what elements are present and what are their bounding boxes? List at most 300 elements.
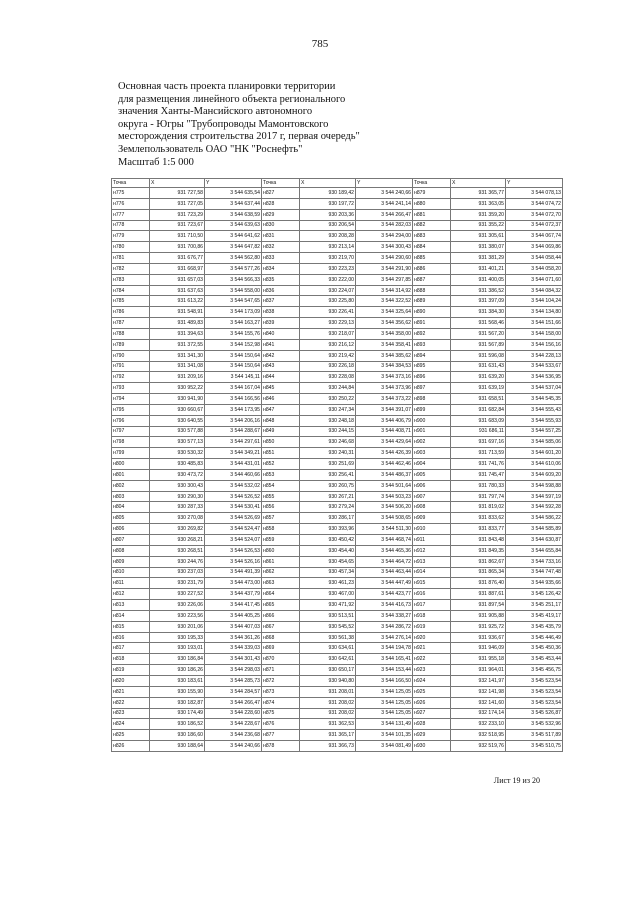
point-cell: н798 [112,437,150,448]
x-cell: 931 727,58 [150,188,205,199]
table-row [112,491,563,502]
y-cell: 3 544 555,93 [506,415,563,426]
table-row [112,253,563,264]
y-cell: 3 544 555,43 [506,404,563,415]
y-cell: 3 544 547,65 [205,296,262,307]
y-cell: 3 544 173,09 [205,307,262,318]
y-cell: 3 544 511,30 [356,524,413,535]
y-cell: 3 544 526,16 [205,556,262,567]
x-cell: 930 485,83 [150,459,205,470]
y-cell: 3 544 597,19 [506,491,563,502]
point-cell: н898 [413,394,451,405]
point-cell: н841 [262,339,300,350]
point-cell: н797 [112,426,150,437]
x-cell: 930 203,36 [300,209,356,220]
point-cell: н824 [112,719,150,730]
y-cell: 3 544 173,95 [205,404,262,415]
point-cell: н866 [262,610,300,621]
header-x: X [451,179,506,188]
title-block [118,81,538,169]
point-cell: н908 [413,502,451,513]
y-cell: 3 544 228,67 [205,719,262,730]
point-cell: н779 [112,231,150,242]
point-cell: н879 [413,188,451,199]
table-row [112,318,563,329]
y-cell: 3 545 419,17 [506,610,563,621]
y-cell: 3 544 131,49 [356,719,413,730]
x-cell: 930 660,67 [150,404,205,415]
point-cell: н855 [262,491,300,502]
x-cell: 931 639,19 [451,383,506,394]
y-cell: 3 544 236,68 [205,730,262,741]
x-cell: 931 341,30 [150,350,205,361]
x-cell: 931 710,50 [150,231,205,242]
y-cell: 3 544 072,70 [506,209,563,220]
y-cell: 3 545 523,54 [506,686,563,697]
y-cell: 3 544 301,43 [205,654,262,665]
x-cell: 930 545,52 [300,621,356,632]
y-cell: 3 545 510,75 [506,741,563,752]
point-cell: н889 [413,296,451,307]
point-cell: н842 [262,350,300,361]
x-cell: 930 246,68 [300,437,356,448]
x-cell: 931 865,34 [451,567,506,578]
point-cell: н902 [413,437,451,448]
y-cell: 3 544 638,59 [205,209,262,220]
x-cell: 931 381,29 [451,253,506,264]
y-cell: 3 545 526,87 [506,708,563,719]
x-cell: 931 208,02 [300,708,356,719]
y-cell: 3 544 447,49 [356,578,413,589]
y-cell: 3 544 150,64 [205,350,262,361]
x-cell: 931 713,59 [451,448,506,459]
y-cell: 3 544 530,41 [205,502,262,513]
x-cell: 930 182,87 [150,697,205,708]
y-cell: 3 544 630,87 [506,535,563,546]
table-row [112,708,563,719]
table-row [112,350,563,361]
x-cell: 931 682,84 [451,404,506,415]
x-cell: 930 577,88 [150,426,205,437]
point-cell: н839 [262,318,300,329]
x-cell: 930 640,55 [150,415,205,426]
y-cell: 3 545 453,44 [506,654,563,665]
y-cell: 3 544 325,64 [356,307,413,318]
y-cell: 3 544 058,20 [506,263,563,274]
x-cell: 931 341,08 [150,361,205,372]
x-cell: 932 141,97 [451,675,506,686]
x-cell: 930 393,96 [300,524,356,535]
y-cell: 3 544 338,27 [356,610,413,621]
table-row [112,361,563,372]
table-row [112,621,563,632]
point-cell: н885 [413,253,451,264]
table-body [112,188,563,752]
x-cell: 930 227,52 [150,589,205,600]
sheet-footer: Лист 19 из 20 [493,776,540,785]
x-cell: 930 577,13 [150,437,205,448]
header-point: Точка [413,179,451,188]
y-cell: 3 544 361,26 [205,632,262,643]
point-cell: н870 [262,654,300,665]
x-cell: 930 208,28 [300,231,356,242]
point-cell: н789 [112,339,150,350]
y-cell: 3 544 285,73 [205,675,262,686]
x-cell: 930 287,33 [150,502,205,513]
y-cell: 3 544 526,52 [205,491,262,502]
point-cell: н819 [112,665,150,676]
x-cell: 930 225,80 [300,296,356,307]
point-cell: н922 [413,654,451,665]
y-cell: 3 544 125,05 [356,686,413,697]
y-cell: 3 545 446,49 [506,632,563,643]
x-cell: 930 260,75 [300,480,356,491]
x-cell: 930 222,00 [300,274,356,285]
y-cell: 3 544 373,22 [356,394,413,405]
point-cell: н780 [112,242,150,253]
point-cell: н827 [262,188,300,199]
point-cell: н924 [413,675,451,686]
x-cell: 931 372,55 [150,339,205,350]
point-cell: н799 [112,448,150,459]
x-cell: 930 471,92 [300,600,356,611]
x-cell: 931 397,09 [451,296,506,307]
point-cell: н907 [413,491,451,502]
point-cell: н785 [112,296,150,307]
y-cell: 3 544 655,84 [506,545,563,556]
x-cell: 930 224,07 [300,285,356,296]
x-cell: 930 269,82 [150,524,205,535]
y-cell: 3 544 266,47 [356,209,413,220]
table-row [112,339,563,350]
point-cell: н787 [112,318,150,329]
point-cell: н784 [112,285,150,296]
x-cell: 931 365,17 [300,730,356,741]
point-cell: н782 [112,263,150,274]
table-row [112,415,563,426]
point-cell: н900 [413,415,451,426]
x-cell: 931 676,77 [150,253,205,264]
point-cell: н792 [112,372,150,383]
point-cell: н925 [413,686,451,697]
y-cell: 3 544 356,62 [356,318,413,329]
point-cell: н929 [413,730,451,741]
point-cell: н832 [262,242,300,253]
y-cell: 3 544 358,41 [356,339,413,350]
y-cell: 3 544 545,35 [506,394,563,405]
y-cell: 3 544 125,05 [356,708,413,719]
point-cell: н883 [413,231,451,242]
y-cell: 3 544 297,61 [205,437,262,448]
point-cell: н913 [413,556,451,567]
x-cell: 931 741,76 [451,459,506,470]
x-cell: 930 218,07 [300,328,356,339]
point-cell: н817 [112,643,150,654]
point-cell: н923 [413,665,451,676]
y-cell: 3 544 067,74 [506,231,563,242]
table-row [112,632,563,643]
point-cell: н877 [262,730,300,741]
y-cell: 3 544 084,32 [506,285,563,296]
point-cell: н854 [262,480,300,491]
x-cell: 930 268,21 [150,535,205,546]
y-cell: 3 544 288,67 [205,426,262,437]
x-cell: 930 229,13 [300,318,356,329]
point-cell: н893 [413,339,451,350]
x-cell: 930 197,72 [300,198,356,209]
y-cell: 3 544 506,20 [356,502,413,513]
point-cell: н930 [413,741,451,752]
point-cell: н921 [413,643,451,654]
point-cell: н897 [413,383,451,394]
y-cell: 3 544 733,16 [506,556,563,567]
x-cell: 932 519,76 [451,741,506,752]
point-cell: н794 [112,394,150,405]
point-cell: н809 [112,556,150,567]
x-cell: 930 155,90 [150,686,205,697]
x-cell: 930 461,23 [300,578,356,589]
y-cell: 3 544 463,44 [356,567,413,578]
x-cell: 931 862,67 [451,556,506,567]
x-cell: 931 887,61 [451,589,506,600]
point-cell: н901 [413,426,451,437]
y-cell: 3 544 349,21 [205,448,262,459]
y-cell: 3 544 558,00 [205,285,262,296]
y-cell: 3 544 322,52 [356,296,413,307]
point-cell: н848 [262,415,300,426]
point-cell: н843 [262,361,300,372]
table-row [112,383,563,394]
point-cell: н876 [262,719,300,730]
table-row [112,675,563,686]
y-cell: 3 545 126,42 [506,589,563,600]
x-cell: 931 925,72 [451,621,506,632]
y-cell: 3 544 151,66 [506,318,563,329]
y-cell: 3 544 639,63 [205,220,262,231]
point-cell: н818 [112,654,150,665]
point-cell: н886 [413,263,451,274]
x-cell: 930 244,15 [300,426,356,437]
y-cell: 3 544 524,47 [205,524,262,535]
point-cell: н914 [413,567,451,578]
y-cell: 3 544 609,20 [506,469,563,480]
point-cell: н796 [112,415,150,426]
y-cell: 3 544 152,98 [205,339,262,350]
y-cell: 3 544 536,95 [506,372,563,383]
table-row [112,719,563,730]
table-row [112,307,563,318]
x-cell: 931 208,01 [300,686,356,697]
x-cell: 931 697,16 [451,437,506,448]
header-y: Y [506,179,563,188]
x-cell: 930 244,84 [300,383,356,394]
y-cell: 3 544 610,06 [506,459,563,470]
y-cell: 3 544 637,44 [205,198,262,209]
x-cell: 931 964,01 [451,665,506,676]
point-cell: н834 [262,263,300,274]
point-cell: н869 [262,643,300,654]
y-cell: 3 544 240,66 [205,741,262,752]
y-cell: 3 544 431,01 [205,459,262,470]
x-cell: 931 683,09 [451,415,506,426]
y-cell: 3 545 450,36 [506,643,563,654]
table-row [112,730,563,741]
x-cell: 931 567,89 [451,339,506,350]
x-cell: 930 201,06 [150,621,205,632]
y-cell: 3 544 125,05 [356,697,413,708]
table-row [112,600,563,611]
point-cell: н849 [262,426,300,437]
table-row [112,469,563,480]
y-cell: 3 544 163,27 [205,318,262,329]
point-cell: н791 [112,361,150,372]
point-cell: н833 [262,253,300,264]
table-row [112,697,563,708]
point-cell: н873 [262,686,300,697]
x-cell: 930 186,52 [150,719,205,730]
point-cell: н903 [413,448,451,459]
table-row [112,686,563,697]
x-cell: 930 467,00 [300,589,356,600]
x-cell: 931 876,40 [451,578,506,589]
point-cell: н835 [262,274,300,285]
y-cell: 3 544 426,39 [356,448,413,459]
point-cell: н826 [112,741,150,752]
x-cell: 930 247,34 [300,404,356,415]
y-cell: 3 544 416,73 [356,600,413,611]
x-cell: 932 174,14 [451,708,506,719]
x-cell: 931 365,77 [451,188,506,199]
x-cell: 930 216,12 [300,339,356,350]
header-y: Y [205,179,262,188]
point-cell: н795 [112,404,150,415]
y-cell: 3 544 437,79 [205,589,262,600]
header-point: Точка [262,179,300,188]
y-cell: 3 544 104,24 [506,296,563,307]
x-cell: 930 941,90 [150,394,205,405]
x-cell: 931 833,77 [451,524,506,535]
y-cell: 3 544 641,62 [205,231,262,242]
y-cell: 3 544 339,03 [205,643,262,654]
point-cell: н912 [413,545,451,556]
x-cell: 930 223,56 [150,610,205,621]
x-cell: 931 394,63 [150,328,205,339]
x-cell: 930 270,08 [150,513,205,524]
x-cell: 931 955,18 [451,654,506,665]
point-cell: н822 [112,697,150,708]
x-cell: 931 305,61 [451,231,506,242]
table-row [112,231,563,242]
table-row [112,643,563,654]
table-row [112,372,563,383]
y-cell: 3 545 517,89 [506,730,563,741]
y-cell: 3 544 228,60 [205,708,262,719]
table-row [112,741,563,752]
point-cell: н910 [413,524,451,535]
y-cell: 3 544 165,41 [356,654,413,665]
table-row [112,545,563,556]
y-cell: 3 544 286,72 [356,621,413,632]
point-cell: н927 [413,708,451,719]
table-row [112,578,563,589]
point-cell: н821 [112,686,150,697]
table-row [112,459,563,470]
point-cell: н872 [262,675,300,686]
x-cell: 930 513,51 [300,610,356,621]
point-cell: н801 [112,469,150,480]
table-row [112,448,563,459]
point-cell: н775 [112,188,150,199]
y-cell: 3 544 501,64 [356,480,413,491]
title-line: Землепользователь ОАО "НК "Роснефть" [118,143,303,155]
point-cell: н892 [413,328,451,339]
y-cell: 3 544 747,48 [506,567,563,578]
x-cell: 930 226,41 [300,307,356,318]
x-cell: 930 248,18 [300,415,356,426]
table-row [112,535,563,546]
x-cell: 930 250,22 [300,394,356,405]
y-cell: 3 544 533,67 [506,361,563,372]
scale-line: Масштаб 1:5 000 [118,156,194,168]
x-cell: 930 188,64 [150,741,205,752]
y-cell: 3 544 586,22 [506,513,563,524]
y-cell: 3 544 566,33 [205,274,262,285]
y-cell: 3 544 391,07 [356,404,413,415]
point-cell: н812 [112,589,150,600]
header-x: X [300,179,356,188]
y-cell: 3 544 585,89 [506,524,563,535]
y-cell: 3 544 290,60 [356,253,413,264]
x-cell: 931 668,97 [150,263,205,274]
x-cell: 931 363,05 [451,198,506,209]
point-cell: н853 [262,469,300,480]
x-cell: 931 208,02 [300,697,356,708]
y-cell: 3 544 071,60 [506,274,563,285]
x-cell: 930 228,08 [300,372,356,383]
point-cell: н881 [413,209,451,220]
point-cell: н807 [112,535,150,546]
point-cell: н852 [262,459,300,470]
y-cell: 3 545 456,75 [506,665,563,676]
point-cell: н917 [413,600,451,611]
x-cell: 931 833,62 [451,513,506,524]
x-cell: 931 400,05 [451,274,506,285]
table-row [112,220,563,231]
x-cell: 931 700,86 [150,242,205,253]
y-cell: 3 544 601,20 [506,448,563,459]
point-cell: н884 [413,242,451,253]
x-cell: 931 723,67 [150,220,205,231]
y-cell: 3 544 058,44 [506,253,563,264]
point-cell: н830 [262,220,300,231]
point-cell: н836 [262,285,300,296]
x-cell: 930 186,60 [150,730,205,741]
y-cell: 3 544 194,78 [356,643,413,654]
x-cell: 931 843,48 [451,535,506,546]
y-cell: 3 544 465,36 [356,545,413,556]
y-cell: 3 545 251,17 [506,600,563,611]
x-cell: 931 401,21 [451,263,506,274]
point-cell: н856 [262,502,300,513]
coordinates-table [111,178,563,752]
point-cell: н859 [262,535,300,546]
y-cell: 3 544 297,85 [356,274,413,285]
point-cell: н811 [112,578,150,589]
point-cell: н874 [262,697,300,708]
y-cell: 3 544 526,53 [205,545,262,556]
point-cell: н926 [413,697,451,708]
point-cell: н838 [262,307,300,318]
